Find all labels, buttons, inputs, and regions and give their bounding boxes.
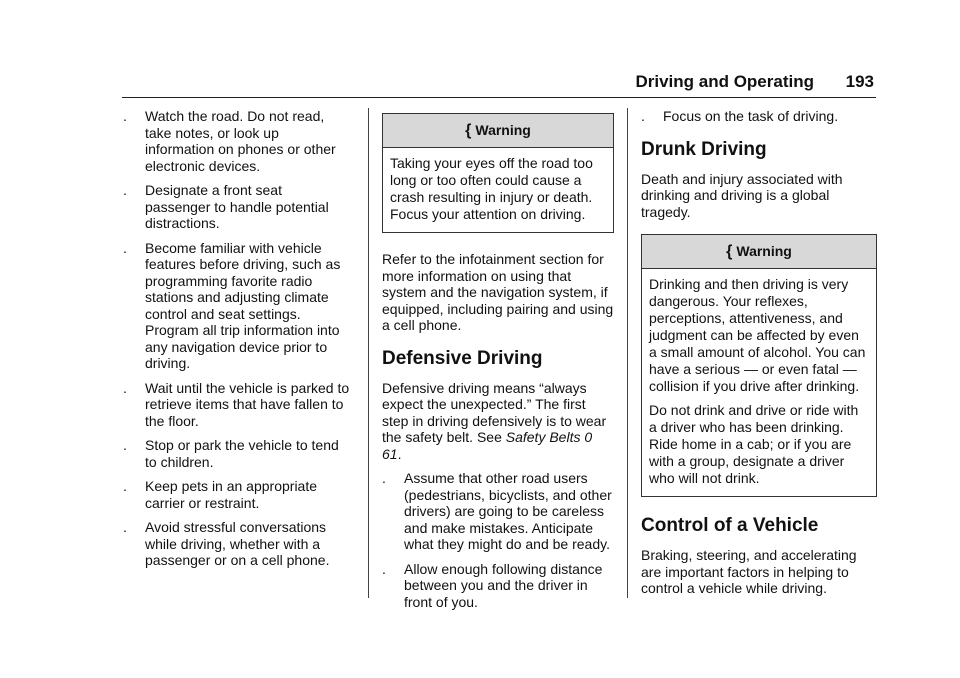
bullet-mark: . xyxy=(123,478,127,494)
warning-title: Warning xyxy=(736,243,792,259)
list-item-text: Wait until the vehicle is parked to retrieve items that have fallen to the floor. xyxy=(145,379,350,429)
paragraph-text: Defensive driving means “always expect the unexpected.” The first step in driving defensively is to wear the safety belt. See xyxy=(382,379,607,445)
list-item xyxy=(123,182,351,232)
bullet-mark: . xyxy=(123,108,127,124)
list-item xyxy=(123,380,351,430)
bullet-mark: . xyxy=(382,470,386,486)
warning-title: Warning xyxy=(475,122,531,138)
bullet-mark: . xyxy=(123,182,127,198)
column-2 xyxy=(382,108,614,618)
list-item-text: Designate a front seat passenger to handle potential distractions. xyxy=(145,182,329,231)
column-divider xyxy=(368,108,369,598)
column-divider xyxy=(627,108,628,598)
list-item xyxy=(123,519,351,569)
bullet-mark: . xyxy=(641,108,645,124)
page-header xyxy=(0,72,960,100)
warning-icon: { xyxy=(726,243,733,260)
section-title: Driving and Operating xyxy=(635,72,814,91)
section-heading: Defensive Driving xyxy=(382,347,543,369)
paragraph: Refer to the infotainment section for more information on using that system and the navigation system, if equipped, including pairing and using a cell phone. xyxy=(382,251,614,333)
section-heading: Drunk Driving xyxy=(641,138,767,160)
paragraph xyxy=(382,380,614,463)
paragraph: Death and injury associated with drinking and driving is a global tragedy. xyxy=(641,170,843,220)
list-item xyxy=(382,470,614,553)
cross-reference-link[interactable]: Safety Belts xyxy=(505,429,581,445)
column-3 xyxy=(641,108,877,605)
warning-body xyxy=(642,269,876,496)
paragraph: Braking, steering, and accelerating are important factors in helping to control a vehicle while driving. xyxy=(641,547,857,596)
warning-box xyxy=(382,113,614,233)
list-item-text: Allow enough following distance between you and the driver in front of you. xyxy=(404,560,603,610)
list-item-text: Become familiar with vehicle features before driving, such as programming favorite radio stations and adjusting climate control and seat settings. Program all trip information into any navigation device prior to driving. xyxy=(145,239,341,371)
warning-body xyxy=(383,148,613,232)
bullet-mark: . xyxy=(382,560,386,577)
list-item xyxy=(123,108,351,174)
bullet-mark: . xyxy=(123,239,127,256)
bullet-mark: . xyxy=(123,519,127,535)
warning-text: Drinking and then driving is very dangerous. Your reflexes, perceptions, attentiveness, and judgment can be affected by even a small amount of alcohol. You can have a serious — or even fatal — collision if you drive after drinking. xyxy=(649,276,866,394)
list-item xyxy=(123,478,351,511)
warning-text: Taking your eyes off the road too long or too often could cause a crash resulting in injury or death. Focus your attention on driving. xyxy=(390,155,593,222)
page-reference[interactable]: 0 61 xyxy=(382,429,593,462)
warning-box xyxy=(641,234,877,497)
list-item-text: Avoid stressful conversations while driving, whether with a passenger or on a cell phone. xyxy=(145,519,330,568)
list-item-text: Assume that other road users (pedestrians, bicyclists, and other drivers) are going to be careless and make mistakes. Anticipate what they might do and be ready. xyxy=(404,470,612,552)
column-1 xyxy=(123,108,351,577)
list-item xyxy=(382,561,614,611)
header-rule xyxy=(122,97,876,98)
list-item-text: Stop or park the vehicle to tend to children. xyxy=(145,437,339,470)
list-item xyxy=(641,108,877,125)
page-number: 193 xyxy=(845,72,874,91)
bullet-mark: . xyxy=(123,437,127,453)
list-item xyxy=(123,437,351,470)
list-item-text: Keep pets in an appropriate carrier or restraint. xyxy=(145,478,318,511)
warning-text: Do not drink and drive or ride with a driver who has been drinking. Ride home in a cab; or if you are with a group, designate a driver who will not drink. xyxy=(649,402,859,486)
section-heading: Control of a Vehicle xyxy=(641,515,819,536)
warning-icon: { xyxy=(465,122,472,139)
warning-header xyxy=(642,235,876,269)
list-item-text: Watch the road. Do not read, take notes, or look up information on phones or other electronic devices. xyxy=(145,108,336,174)
list-item xyxy=(123,240,351,372)
list-item-text: Focus on the task of driving. xyxy=(663,108,839,124)
bullet-mark: . xyxy=(123,379,127,396)
warning-header xyxy=(383,114,613,148)
paragraph-end: . xyxy=(397,445,402,462)
